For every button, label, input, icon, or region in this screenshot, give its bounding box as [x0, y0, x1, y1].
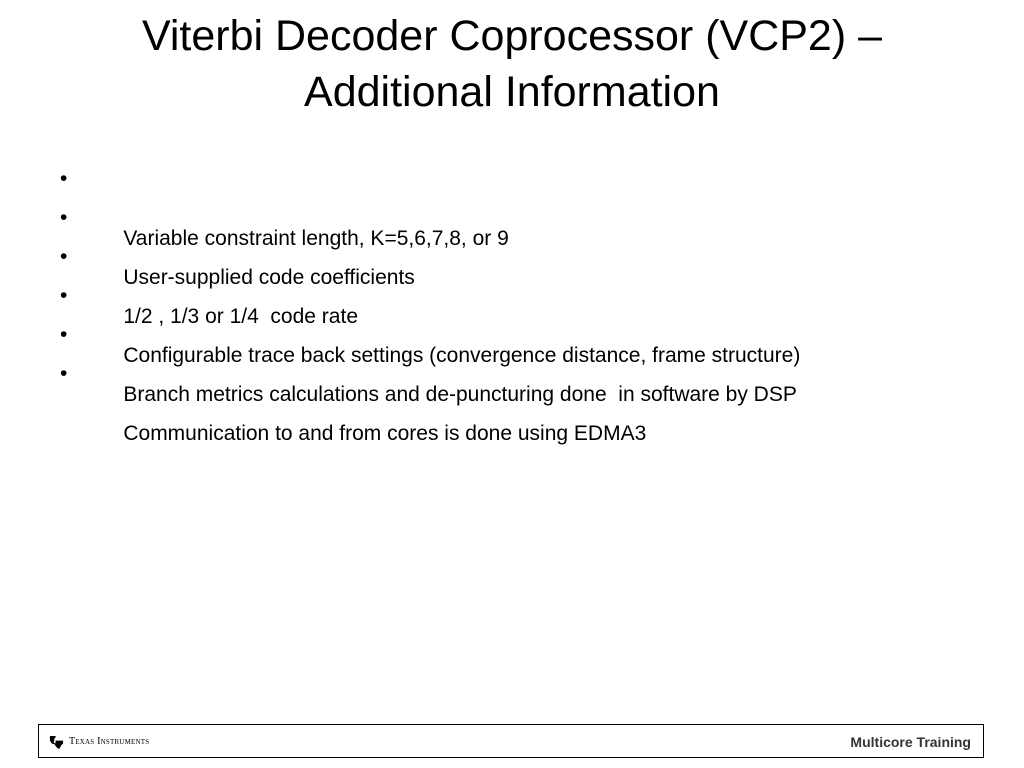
ti-wordmark: Texas Instruments — [69, 736, 150, 747]
footer-bar — [38, 724, 984, 758]
bullet-list — [60, 164, 980, 445]
bullet-dot-icon: • — [60, 245, 68, 268]
bullet-item — [60, 320, 980, 406]
bullet-item — [60, 164, 980, 250]
bullet-item — [60, 242, 980, 328]
bullet-dot-icon: • — [60, 206, 68, 229]
texas-state-icon — [49, 735, 64, 750]
bullet-text: Branch metrics calculations and de-puncturing done in software by DSP — [123, 383, 797, 406]
bullet-text: User-supplied code coefficients — [123, 266, 415, 289]
bullet-dot-icon: • — [60, 362, 68, 385]
bullet-item — [60, 359, 980, 445]
bullet-text: Variable constraint length, K=5,6,7,8, or 9 — [123, 227, 509, 250]
bullet-dot-icon: • — [60, 167, 68, 190]
ti-logo — [49, 733, 149, 751]
footer-brand: Multicore Training — [850, 734, 971, 750]
bullet-text: Communication to and from cores is done using EDMA3 — [123, 422, 647, 445]
slide-title: Viterbi Decoder Coprocessor (VCP2) – Additional Information — [141, 12, 883, 116]
bullet-dot-icon: • — [60, 284, 68, 307]
bullet-text: 1/2 , 1/3 or 1/4 code rate — [123, 305, 358, 328]
bullet-dot-icon: • — [60, 323, 68, 346]
bullet-item — [60, 203, 980, 289]
bullet-item — [60, 281, 980, 367]
bullet-text: Configurable trace back settings (convergence distance, frame structure) — [123, 344, 801, 367]
